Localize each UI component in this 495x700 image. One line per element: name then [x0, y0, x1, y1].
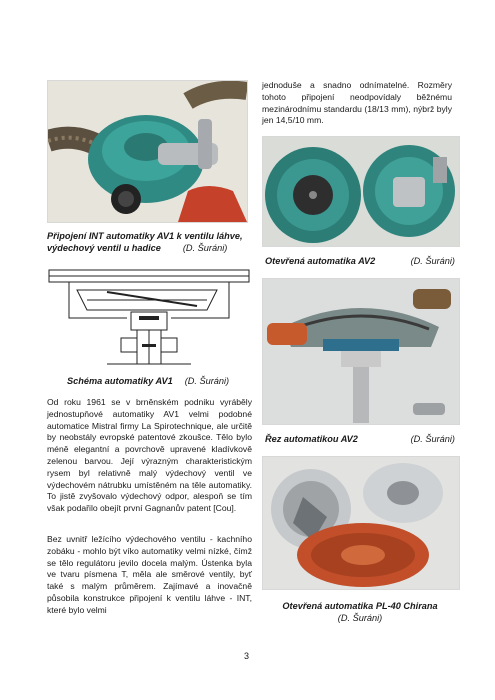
- caption-photo3-credit: (D. Šuráni): [410, 434, 455, 444]
- caption-photo3-title: Řez automatikou AV2: [265, 434, 358, 444]
- open-automatic-photo-icon: [263, 137, 459, 246]
- cut-automatic-photo-icon: [263, 279, 459, 424]
- open-pl40-photo-icon: [263, 457, 459, 589]
- caption-photo3: [265, 433, 455, 445]
- caption-diagram-credit: (D. Šuráni): [184, 376, 230, 386]
- caption-photo1-line1: Připojení INT automatiky AV1 k ventilu láhve,: [47, 231, 243, 241]
- page-number: 3: [244, 651, 250, 661]
- automatic-cross-section-drawing-icon: [47, 268, 251, 369]
- caption-diagram-title: Schéma automatiky AV1: [67, 376, 173, 386]
- caption-photo2-title: Otevřená automatika AV2: [265, 256, 376, 266]
- caption-photo2-credit: (D. Šuráni): [410, 256, 455, 266]
- valve-photo-icon: [48, 81, 247, 222]
- diagram-av1-schematic: [47, 268, 251, 369]
- caption-photo1-line2: výdechový ventil u hadice: [47, 243, 161, 253]
- photo-cut-av2: [262, 278, 460, 425]
- caption-photo2: [265, 255, 455, 267]
- caption-photo4-title: Otevřená automatika PL-40 Chirana: [282, 601, 438, 611]
- caption-diagram: [67, 375, 257, 387]
- paragraph-int-dimensions: jednoduše a snadno odnímatelné. Rozměry tohoto připojení neodpovídaly běžnému mezinárodnímu standardu (18/13 mm), nýbrž byly jen 14,5/10 mm.: [262, 80, 452, 126]
- photo-av1-int-connection: [47, 80, 248, 223]
- caption-photo1-credit: (D. Šuráni): [182, 243, 228, 253]
- caption-photo4-credit: (D. Šuráni): [337, 613, 383, 623]
- caption-photo4: [262, 600, 458, 624]
- photo-open-pl40: [262, 456, 460, 590]
- paragraph-av1-design: Bez uvnitř ležícího výdechového ventilu - kachního zobáku - mohlo být víko automatiky velmi nízké, čímž se tělo regulátoru jevilo docela malým. Ústenka byla ve tvaru písmena T, měla ale směrové ventily, byť také s malým průměrem. Zajímavé a inovačně působila konstrukce připojení k ventilu láhve - INT, které bylo velmi: [47, 534, 252, 615]
- paragraph-av1-history: Od roku 1961 se v brněnském podniku vyráběly jednostupňové automatiky AV1 velmi podobné automatice Mistral firmy La Spirotechnique, ale určitě by neobstály evropské patentové zkoušce. Tělo bylo méně elegantní a povrchově upravené kladívkově zelenou barvou. Její výrazným charakteristickým rysem byl relativně malý výdechový ventil ve výdechovém nátrubku umístěném na těle automatiky. To jistě zvyšovalo výdechový odpor, alespoň se tím však podařilo obejít první Gagnanův patent [Cou].: [47, 397, 252, 514]
- photo-open-av2: [262, 136, 460, 247]
- caption-photo1: [47, 230, 252, 254]
